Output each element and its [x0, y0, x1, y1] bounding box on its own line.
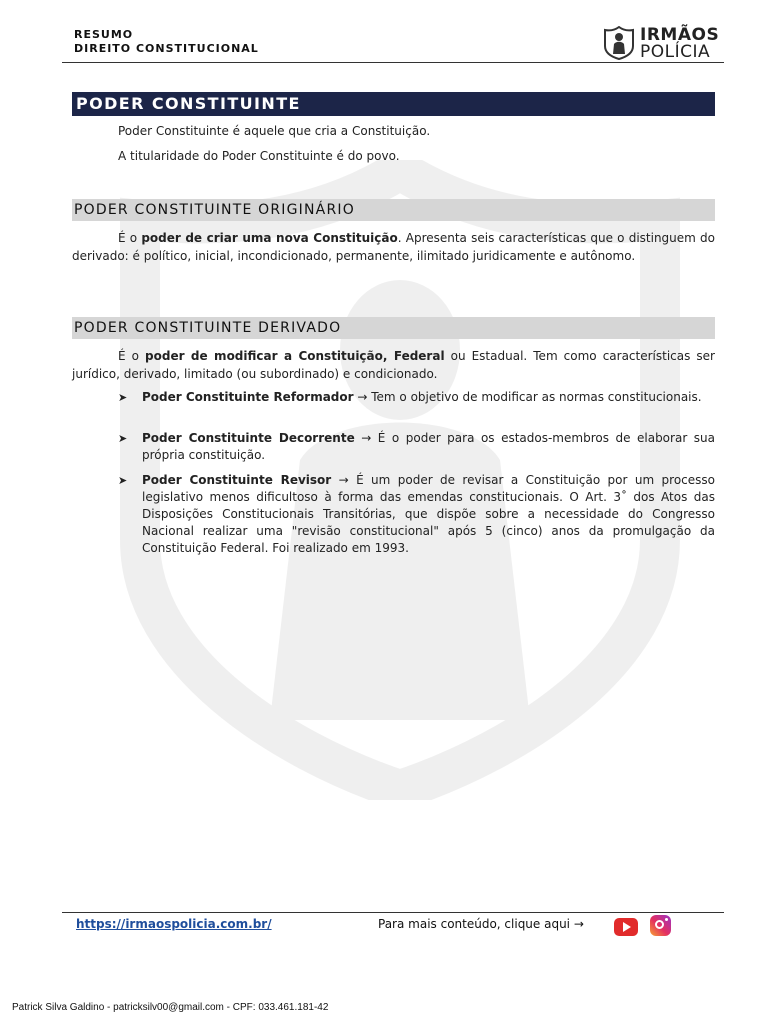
paragraph-definition: Poder Constituinte é aquele que cria a Constituição. — [118, 124, 431, 138]
logo-text-line-1: IRMÃOS — [640, 25, 720, 45]
footer-cta: Para mais conteúdo, clique aqui → — [378, 917, 584, 931]
paragraph-derivado-rest: ou Estadual. Tem como características ser jurídico, derivado, limitado (ou subordinado) e condicionado. — [72, 349, 715, 381]
header-line-2: DIREITO CONSTITUCIONAL — [74, 42, 259, 55]
section-title-poder-constituinte: PODER CONSTITUINTE — [72, 92, 715, 116]
document-header — [74, 28, 259, 56]
instagram-icon[interactable] — [650, 915, 671, 936]
list-item-decorrente — [118, 430, 715, 464]
camera-lens-icon — [655, 920, 664, 929]
paragraph-derivado — [72, 347, 715, 383]
list-item-decorrente-bold: Poder Constituinte Decorrente — [142, 431, 355, 445]
paragraph-originario-lead: É o — [118, 231, 142, 245]
paragraph-originario-rest: . Apresenta seis características que o distinguem do derivado: é político, inicial, incondicionado, permanente, ilimitado juridicamente e autônomo. — [72, 231, 716, 263]
list-item-decorrente-text: → É o poder para os estados-membros de elaborar sua própria constituição. — [142, 431, 715, 462]
license-watermark-text: Patrick Silva Galdino - patricksilv00@gmail.com - CPF: 033.461.181-42 — [12, 1002, 329, 1013]
header-line-1: RESUMO — [74, 28, 134, 41]
list-item-revisor — [118, 472, 715, 557]
list-item-reformador — [118, 389, 715, 406]
website-link[interactable]: https://irmaospolicia.com.br/ — [76, 917, 272, 931]
paragraph-derivado-lead: É o — [118, 349, 146, 363]
youtube-icon[interactable] — [614, 918, 638, 936]
brand-logo[interactable] — [602, 24, 722, 62]
list-item-reformador-text: → Tem o objetivo de modificar as normas constitucionais. — [353, 390, 702, 404]
arrow-bullet-icon: ➤ — [118, 474, 128, 487]
arrow-bullet-icon: ➤ — [118, 391, 128, 404]
camera-dot-icon — [665, 918, 668, 921]
list-item-revisor-text: → É um poder de revisar a Constituição por um processo legislativo menos dificultoso à forma das emendas constitucionais. O Art. 3˚ dos Atos das Disposições Constitucionais Transitórias, que dispõe sobre a necessidade do Congresso Nacional realizar uma "revisão constitucional" após 5 (cinco) anos da promulgação da Constituição Federal. Foi realizado em 1993. — [142, 473, 715, 555]
list-item-reformador-bold: Poder Constituinte Reformador — [142, 390, 354, 404]
paragraph-titularidade: A titularidade do Poder Constituinte é do povo. — [118, 149, 400, 163]
header-divider — [62, 62, 724, 63]
police-badge-icon — [602, 26, 636, 60]
paragraph-originario-bold: poder de criar uma nova Constituição — [141, 231, 398, 245]
footer-divider — [62, 912, 724, 913]
list-item-revisor-bold: Poder Constituinte Revisor — [142, 473, 332, 487]
paragraph-originario — [72, 229, 715, 265]
logo-text-line-2: POLÍCIA — [640, 42, 711, 62]
arrow-bullet-icon: ➤ — [118, 432, 128, 445]
section-title-originario: PODER CONSTITUINTE ORIGINÁRIO — [72, 199, 715, 221]
section-title-derivado: PODER CONSTITUINTE DERIVADO — [72, 317, 715, 339]
play-icon — [623, 922, 631, 932]
paragraph-derivado-bold: poder de modificar a Constituição, Federal — [145, 349, 445, 363]
